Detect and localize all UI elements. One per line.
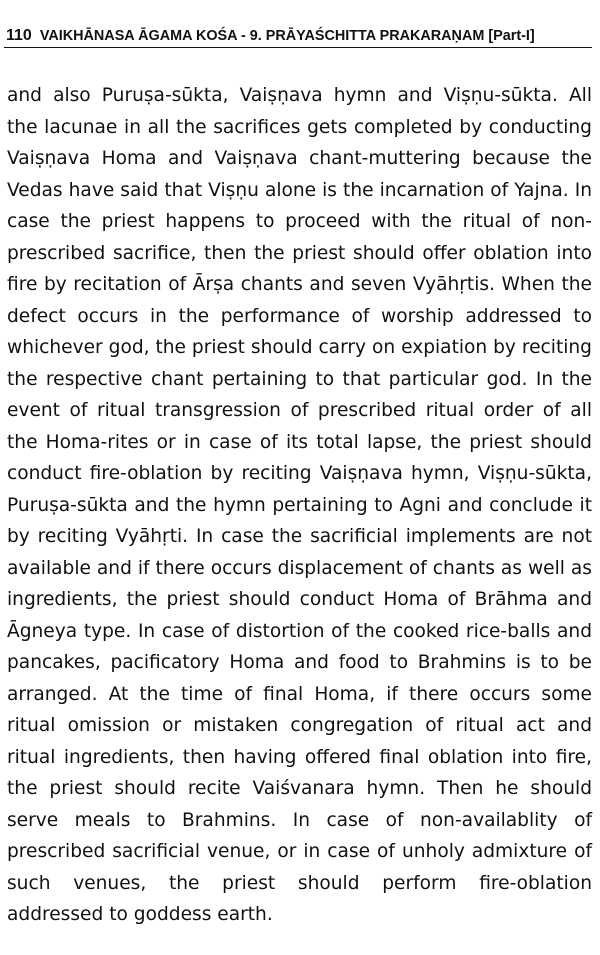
header-rule (4, 47, 592, 48)
body-paragraph: and also Puruṣa-sūkta, Vaiṣṇava hymn and Viṣṇu-sūkta. All the lacunae in all the sacrifices gets completed by conducting Vaiṣṇava Homa and Vaiṣṇava chant-muttering because the Vedas have said that Viṣṇu alone is the incarnation of Yajna. In case the priest happens to proceed with the ritual of non-prescribed sacrifice, then the priest should offer oblation into fire by recitation of Ārṣa chants and seven Vyāhṛtis. When the defect occurs in the performance of worship addressed to whichever god, the priest should carry on expiation by reciting the respective chant pertaining to that particular god. In the event of ritual transgression of prescribed ritual order of all the Homa-rites or in case of its total lapse, the priest should conduct fire-oblation by reciting Vaiṣṇava hymn, Viṣṇu-sūkta, Puruṣa-sūkta and the hymn pertaining to Agni and conclude it by reciting Vyāhṛti. In case the sacrificial implements are not available and if there occurs displacement of chants as well as ingredients, the priest should conduct Homa of Brāhma and Āgneya type. In case of distortion of the cooked rice-balls and pancakes, pacificatory Homa and food to Brahmins is to be arranged. At the time of final Homa, if there occurs some ritual omission or mistaken congregation of ritual act and ritual ingredients, then having offered final oblation into fire, the priest should recite Vaiśvanara hymn. Then he should serve meals to Brahmins. In case of non-availablity of prescribed sacrificial venue, or in case of unholy admixture of such venues, the priest should perform fire-oblation addressed to goddess earth. (7, 85, 592, 925)
running-title: VAIKHĀNASA ĀGAMA KOŚA - 9. PRĀYAŚCHITTA PRAKARAṆAM [Part-I] (39, 28, 535, 44)
page-number: 110 (6, 27, 32, 44)
running-header (6, 26, 590, 46)
